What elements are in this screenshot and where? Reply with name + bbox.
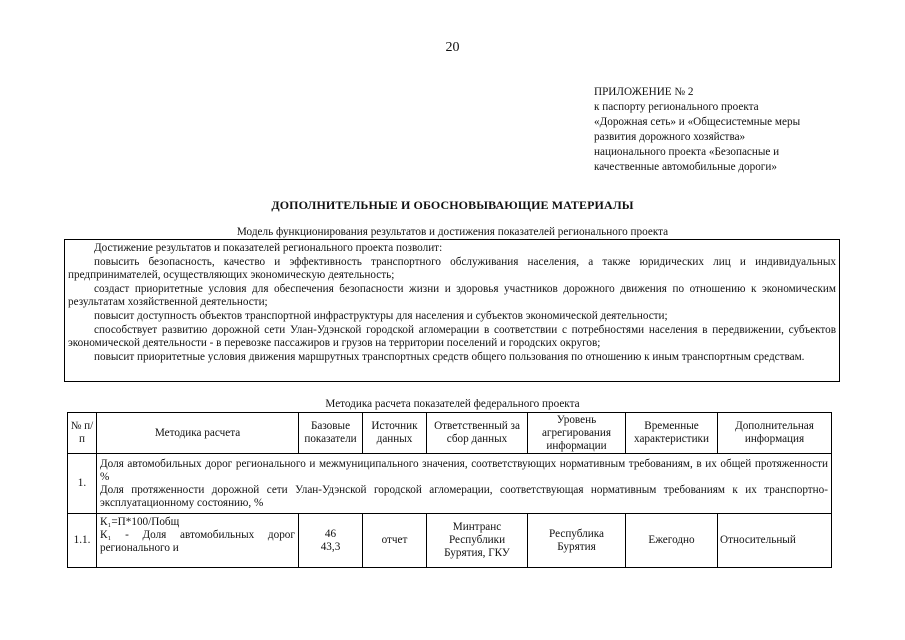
indicator-line: Доля протяженности дорожной сети Улан-Удэнской городской агломерации, соответствующая нормативным требованиям к их транспортно-эксплуатационному состоянию, % bbox=[100, 483, 828, 509]
model-paragraph: повысит доступность объектов транспортной инфраструктуры для населения и субъектов экономической деятельности; bbox=[94, 309, 668, 322]
model-paragraph: повысит приоритетные условия движения маршрутных транспортных средств общего пользования по отношению к иным транспортным средствам. bbox=[94, 350, 805, 363]
model-box bbox=[64, 239, 840, 382]
appendix-line: развития дорожного хозяйства» bbox=[594, 131, 746, 143]
base-values bbox=[299, 514, 363, 568]
appendix-line: качественные автомобильные дороги» bbox=[594, 161, 777, 173]
appendix-line: ПРИЛОЖЕНИЕ № 2 bbox=[594, 86, 694, 98]
base-value: 43,3 bbox=[320, 540, 341, 553]
header-num: № п/п bbox=[68, 413, 97, 454]
indicator-line: Доля автомобильных дорог регионального и межмуниципального значения, соответствующих нормативным требованиям, в их общей протяженности % bbox=[100, 457, 828, 483]
model-paragraph: способствует развитию дорожной сети Улан-Удэнской городской агломерации в соответствии с потребностями населения в передвижении, субъектов экономической деятельности - в перевозке пассажиров и грузов на территории поселений и городских округов; bbox=[68, 323, 836, 350]
header-source: Источник данных bbox=[363, 413, 427, 454]
header-responsible: Ответственный за сбор данных bbox=[427, 413, 528, 454]
appendix-line: «Дорожная сеть» и «Общесистемные меры bbox=[594, 116, 801, 128]
table-row bbox=[68, 454, 832, 514]
page-number: 20 bbox=[445, 40, 460, 55]
extra-cell: Относительный bbox=[718, 514, 832, 568]
source-cell: отчет bbox=[363, 514, 427, 568]
header-level: Уровень агрегирования информации bbox=[528, 413, 626, 454]
time-cell: Ежегодно bbox=[626, 514, 718, 568]
header-base: Базовые показатели bbox=[299, 413, 363, 454]
model-paragraph: Достижение результатов и показателей регионального проекта позволит: bbox=[94, 242, 443, 254]
header-extra: Дополнительная информация bbox=[718, 413, 832, 454]
base-value: 46 bbox=[324, 527, 337, 540]
formula-description: К₁ - Доля автомобильных дорог регионального и bbox=[100, 529, 295, 554]
appendix-line: национального проекта «Безопасные и bbox=[594, 146, 780, 158]
model-paragraph: создаст приоритетные условия для обеспечения безопасности жизни и здоровья участников дорожного движения по отношению к экономическим результатам хозяйственной деятельности; bbox=[68, 282, 836, 309]
level-cell: Республика Бурятия bbox=[528, 514, 626, 568]
appendix-line: к паспорту регионального проекта bbox=[594, 101, 759, 113]
indicator-description bbox=[97, 454, 832, 514]
method-table bbox=[67, 412, 832, 568]
formula-cell bbox=[97, 514, 299, 568]
formula: К₁=П*100/Побщ bbox=[100, 516, 180, 528]
model-title: Модель функционирования результатов и достижения показателей регионального проекта bbox=[236, 226, 669, 238]
row-num: 1.1. bbox=[68, 514, 97, 568]
header-method: Методика расчета bbox=[97, 413, 299, 454]
model-paragraph: повысить безопасность, качество и эффективность транспортного обслуживания населения, а также юридических лиц и индивидуальных предпринимателей, осуществляющих экономическую деятельность; bbox=[68, 255, 836, 282]
table-row bbox=[68, 514, 832, 568]
row-num: 1. bbox=[68, 454, 97, 514]
method-table-title: Методика расчета показателей федерального проекта bbox=[325, 398, 580, 410]
header-time: Временные характеристики bbox=[626, 413, 718, 454]
responsible-cell: Минтранс Республики Бурятия, ГКУ bbox=[427, 514, 528, 568]
table-header-row bbox=[68, 413, 832, 454]
appendix-block bbox=[594, 85, 800, 175]
main-title: ДОПОЛНИТЕЛЬНЫЕ И ОБОСНОВЫВАЮЩИЕ МАТЕРИАЛЫ bbox=[271, 198, 634, 212]
